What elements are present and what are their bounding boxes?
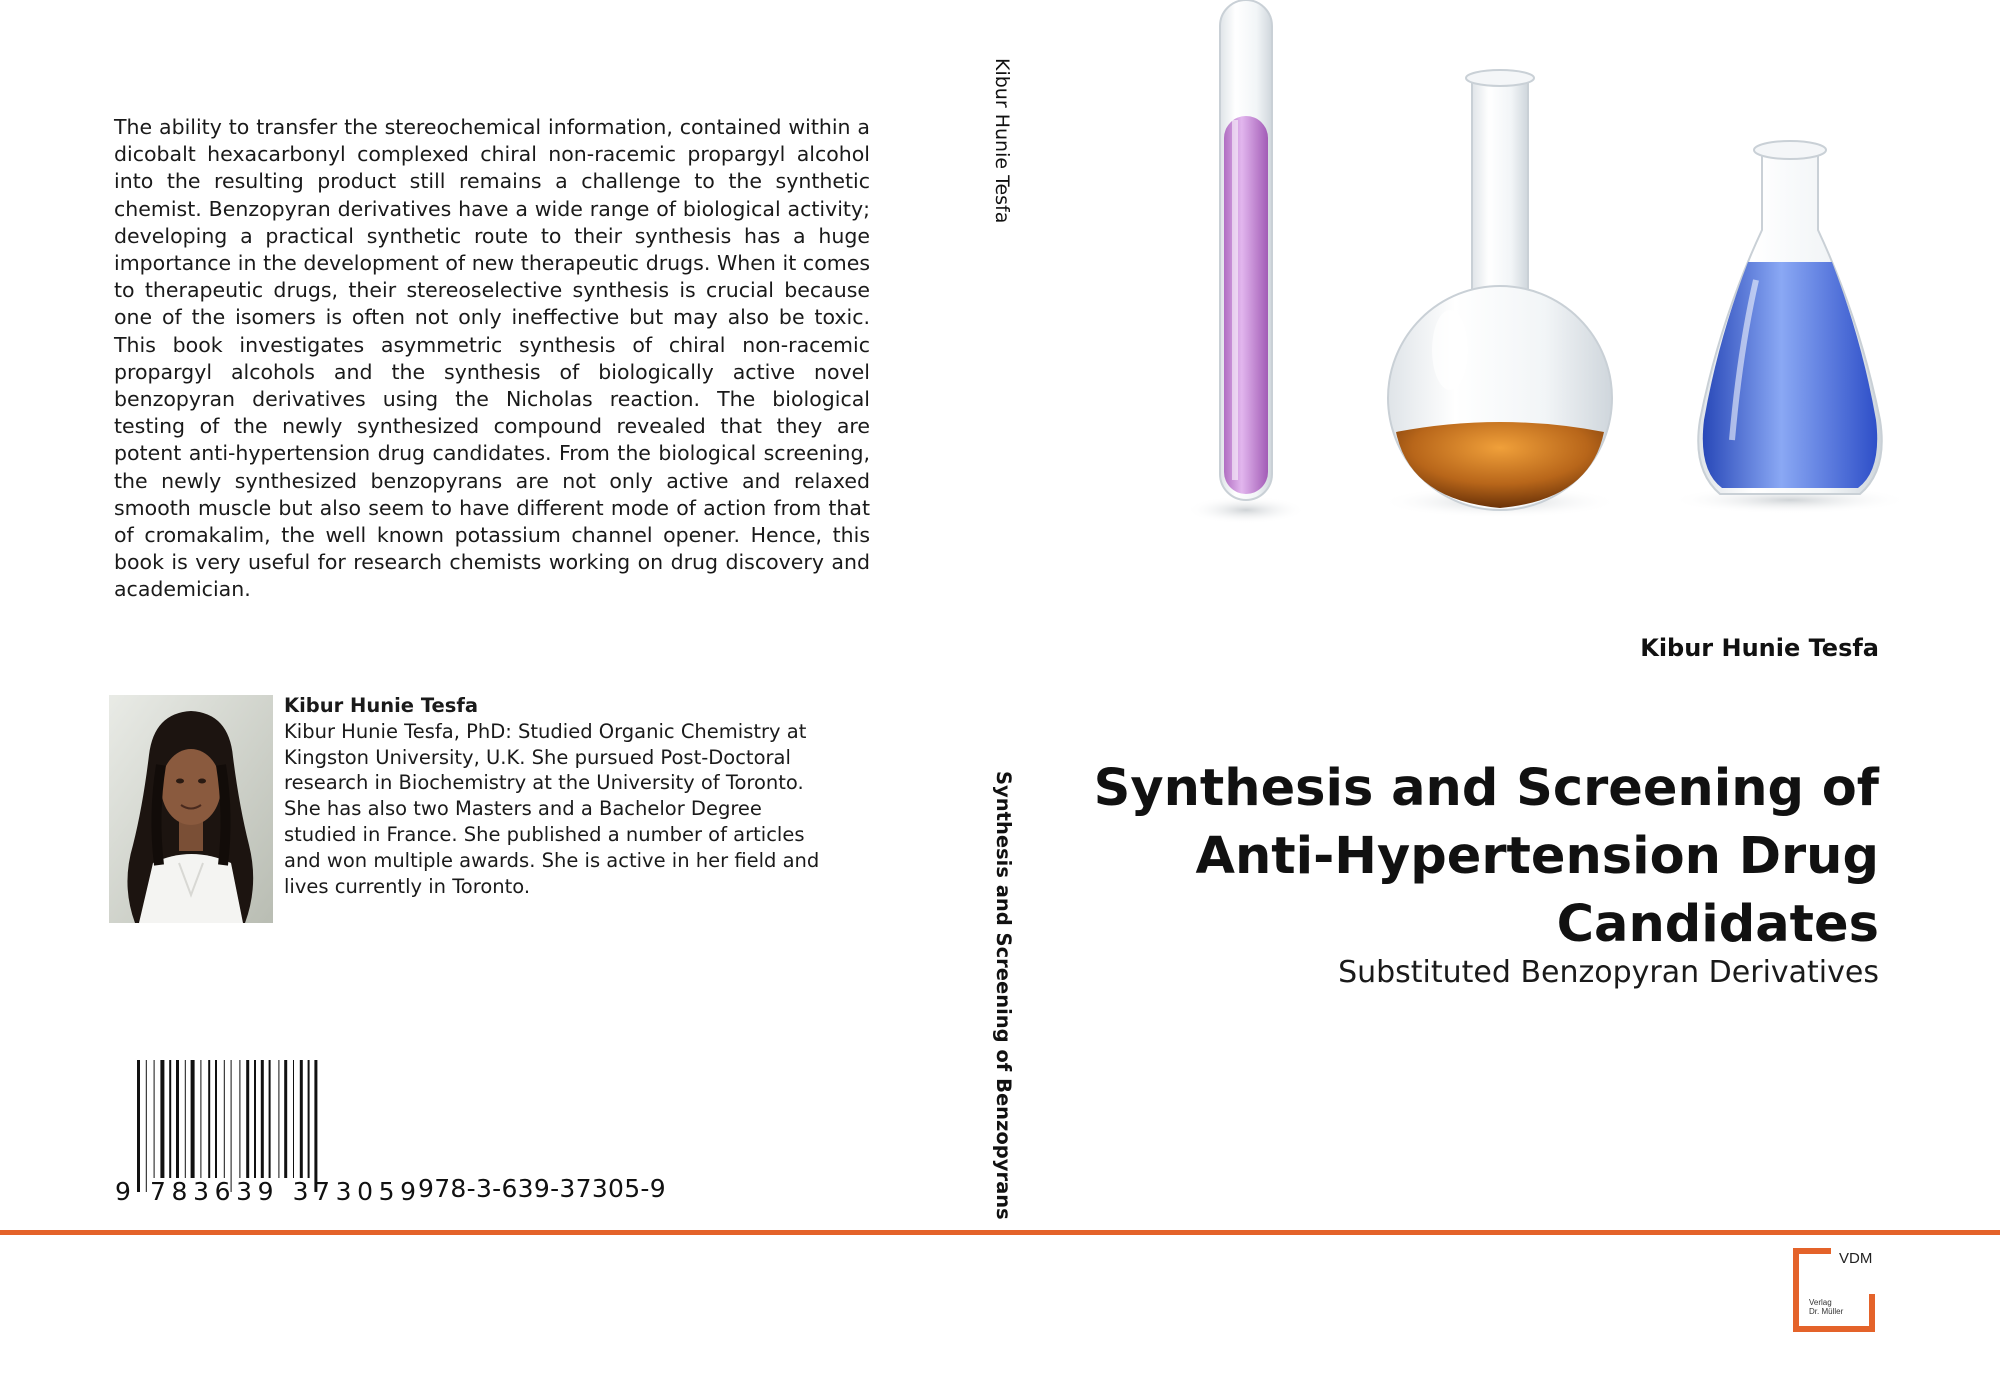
barcode-bar [185, 1060, 186, 1178]
erlenmeyer-flask [1670, 141, 1910, 514]
barcode-bar [246, 1060, 249, 1178]
glassware-illustration [1160, 0, 1960, 540]
barcode-bar [160, 1060, 164, 1178]
barcode-bar [215, 1060, 217, 1178]
barcode-bar [200, 1060, 201, 1178]
barcode-digits: 9 783639 373059 [115, 1177, 422, 1206]
publisher-subline-2: Dr. Müller [1809, 1307, 1844, 1316]
barcode-bar [278, 1060, 279, 1178]
barcode-bar [208, 1060, 210, 1178]
barcode-bar [308, 1060, 310, 1178]
barcode-bar [269, 1060, 271, 1178]
publisher-subline-1: Verlag [1809, 1298, 1832, 1307]
barcode-bar [146, 1060, 147, 1192]
front-cover-subtitle: Substituted Benzopyran Derivatives [1338, 955, 1879, 990]
barcode-bar [314, 1060, 317, 1192]
barcode-bar [254, 1060, 256, 1178]
barcode-bar [300, 1060, 303, 1178]
bio-text: Kibur Hunie Tesfa, PhD: Studied Organic Chemistry at Kingston University, U.K. She pursued Post-Doctoral research in Biochemistry at the University of Toronto. She has also two Masters and a Bachelor Degree studied in France. She published a number of articles and won multiple awards. She is active in her field and lives currently in Toronto. [284, 719, 820, 898]
front-cover-author: Kibur Hunie Tesfa [1640, 634, 1879, 662]
barcode-bar [261, 1060, 264, 1178]
barcode-bar [137, 1060, 140, 1192]
bio-author-name: Kibur Hunie Tesfa [284, 694, 479, 717]
isbn-number: 978-3-639-37305-9 [418, 1174, 666, 1203]
author-photo [109, 695, 273, 923]
barcode-bar [169, 1060, 171, 1178]
publisher-logo [1793, 1248, 1883, 1336]
orange-divider [0, 1230, 2000, 1235]
publisher-subline [1809, 1298, 1843, 1316]
round-bottom-flask [1380, 70, 1620, 518]
spine-author: Kibur Hunie Tesfa [991, 58, 1013, 224]
author-portrait-image [109, 695, 273, 923]
barcode-bar [239, 1060, 240, 1178]
back-cover-blurb: The ability to transfer the stereochemical information, contained within a dicobalt hexacarbonyl complexed chiral non-racemic propargyl alcohol into the resulting product still remains a challenge to the synthetic chemist. Benzopyran derivatives have a wide range of biological activity; developing a practical synthetic route to their synthesis has a huge importance in the development of new therapeutic drugs. When it comes to therapeutic drugs, their stereoselective synthesis is crucial because one of the isomers is often not only ineffective but may also be toxic. This book investigates asymmetric synthesis of chiral non-racemic propargyl alcohols and the synthesis of biologically active novel benzopyran derivatives using the Nicholas reaction. The biological testing of the newly synthesized compound revealed that they are potent anti-hypertension drug candidates. From the biological screening, the newly synthesized benzopyrans are not only active and relaxed smooth muscle but also seem to have different mode of action from that of cromakalim, the well known potassium channel opener. Hence, this book is very useful for research chemists working on drug discovery and academician. [114, 115, 870, 602]
barcode-bar [191, 1060, 195, 1178]
barcode-bar [154, 1060, 155, 1178]
publisher-name: VDM [1839, 1250, 1873, 1267]
barcode-bar [176, 1060, 179, 1178]
spine-title: Synthesis and Screening of Benzopyrans [992, 771, 1015, 1220]
barcode-bars [137, 1060, 317, 1192]
barcode-bar [293, 1060, 294, 1178]
barcode-bar [284, 1060, 287, 1178]
barcode-bar [224, 1060, 225, 1178]
author-bio [284, 693, 824, 899]
barcode-bar [231, 1060, 232, 1192]
front-cover-title: Synthesis and Screening of Anti-Hypertension Drug Candidates [1093, 759, 1879, 954]
test-tube [1186, 0, 1306, 524]
